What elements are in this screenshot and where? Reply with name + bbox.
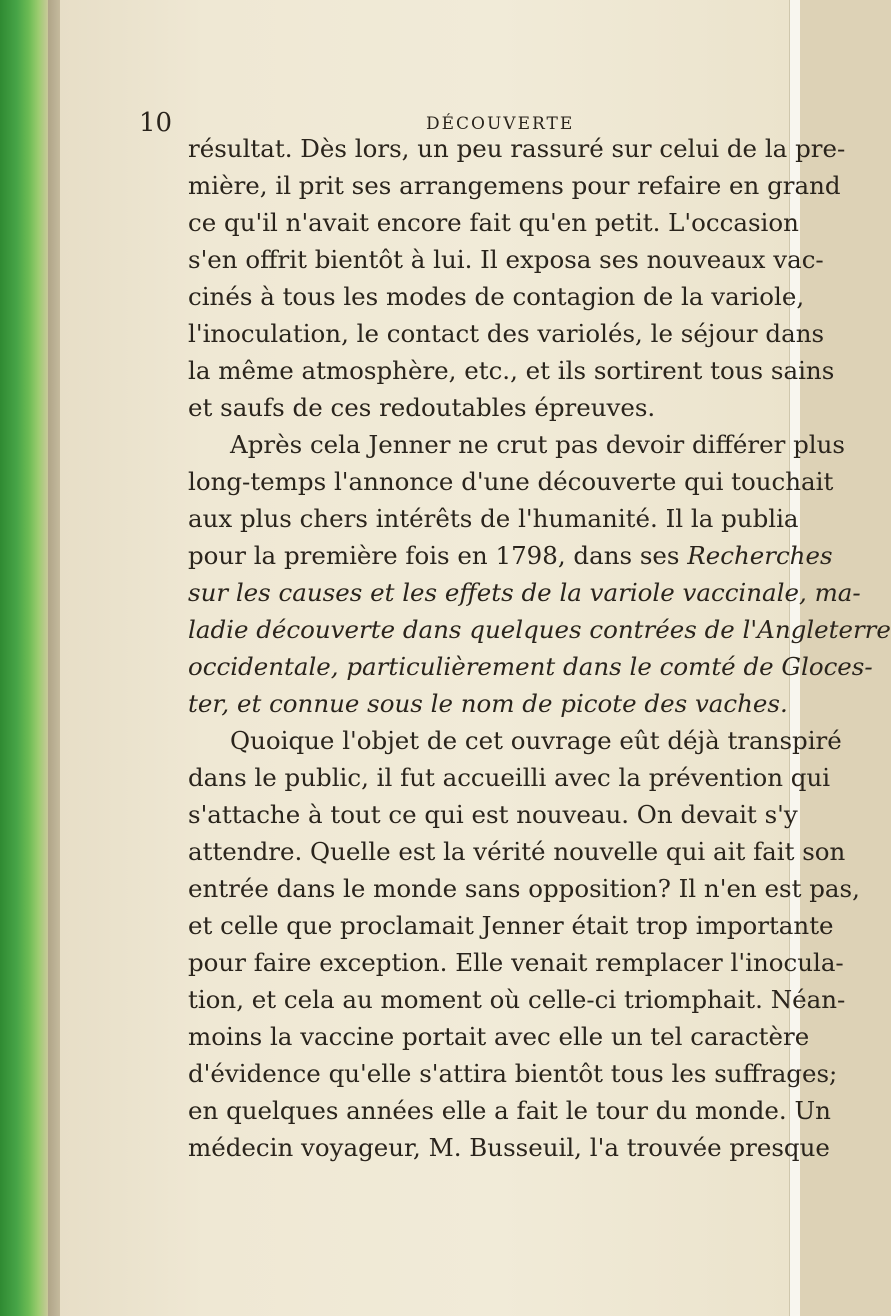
text-line [188,648,873,685]
book-title-italic: ter, et connue sous le nom de picote des vaches. [188,689,788,718]
body-text [188,130,891,1166]
book-binding-edge [0,0,48,1316]
text-line: long-temps l'annonce d'une découverte qui touchait [188,467,834,496]
text-line: cinés à tous les modes de contagion de la variole, [188,282,805,311]
text-line: s'attache à tout ce qui est nouveau. On devait s'y [188,800,798,829]
text-line: médecin voyageur, M. Busseuil, l'a trouvée presque [188,1133,830,1162]
text-line: l'inoculation, le contact des variolés, le séjour dans [188,319,825,348]
text-line: résultat. Dès lors, un peu rassuré sur celui de la pre- [188,134,846,163]
text-line: et celle que proclamait Jenner était trop importante [188,911,834,940]
text-line [188,574,861,611]
text-line: tion, et cela au moment où celle-ci triomphait. Néan- [188,985,846,1014]
text-line: d'évidence qu'elle s'attira bientôt tous les suffrages; [188,1059,838,1088]
text-line: pour faire exception. Elle venait remplacer l'inocula- [188,948,844,977]
running-title: DÉCOUVERTE [426,114,575,134]
text-line: et saufs de ces redoutables épreuves. [188,393,656,422]
text-line: en quelques années elle a fait le tour du monde. Un [188,1096,831,1125]
text-line: ce qu'il n'avait encore fait qu'en petit. L'occasion [188,208,799,237]
text-line: s'en offrit bientôt à lui. Il exposa ses nouveaux vac- [188,245,824,274]
text-line: entrée dans le monde sans opposition? Il n'en est pas, [188,874,860,903]
book-title-italic: ladie découverte dans quelques contrées de l'Angleterre [188,615,891,644]
page-number: 10 [139,108,173,138]
text-line: mière, il prit ses arrangemens pour refaire en grand [188,171,841,200]
book-title-italic: occidentale, particulièrement dans le comté de Gloces- [188,652,873,681]
text-line: moins la vaccine portait avec elle un tel caractère [188,1022,810,1051]
text-line: dans le public, il fut accueilli avec la prévention qui [188,763,831,792]
book-title-italic: Recherches [687,541,833,570]
text-line: la même atmosphère, etc., et ils sortirent tous sains [188,356,835,385]
book-title-italic: sur les causes et les effets de la variole vaccinale, ma- [188,578,861,607]
paragraph-start-line: Après cela Jenner ne crut pas devoir différer plus [230,430,845,459]
text-line [188,685,798,722]
text-line [188,611,891,648]
text-line: pour la première fois en 1798, dans ses Recherches [188,541,833,570]
text-line: aux plus chers intérêts de l'humanité. Il la publia [188,504,799,533]
paragraph-start-line: Quoique l'objet de cet ouvrage eût déjà transpiré [230,726,842,755]
text-line: attendre. Quelle est la vérité nouvelle qui ait fait son [188,837,846,866]
